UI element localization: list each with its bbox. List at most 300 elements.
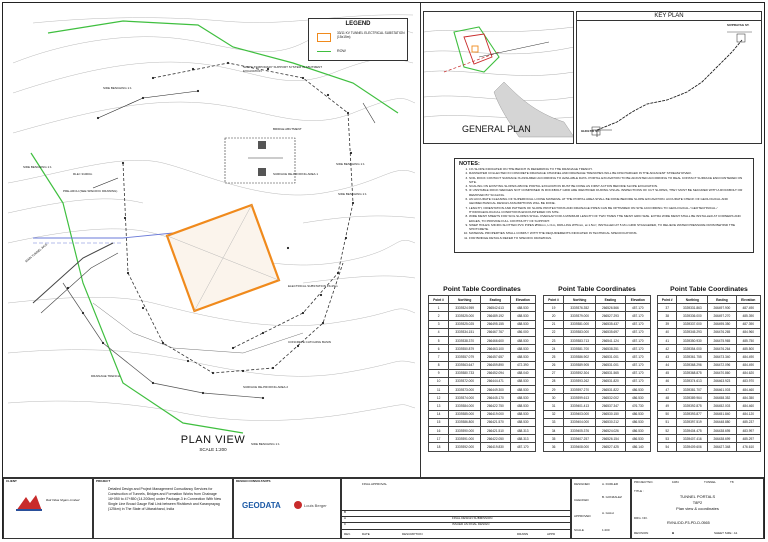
- table-cell: 266457.657: [481, 353, 510, 361]
- table-cell: 4: [429, 328, 449, 336]
- table-cell: 266538.251: [596, 345, 625, 353]
- table-cell: 266495.350: [708, 320, 736, 328]
- table-cell: 266421.510: [481, 427, 510, 435]
- plan-drawing: [3, 3, 421, 477]
- geodata-logo: GEODATA: [242, 501, 281, 510]
- table-header-cell: Northing: [449, 296, 481, 304]
- rev-row-a-rev: A: [344, 516, 347, 520]
- table-cell: 266524.026: [596, 427, 625, 435]
- table-cell: 476.730: [625, 402, 650, 410]
- table-cell: 266445.170: [481, 394, 510, 402]
- plan-view-title: PLAN VIEW: [180, 434, 246, 446]
- table-cell: 488.313: [510, 427, 535, 435]
- table-cell: 3339350.930: [677, 336, 708, 344]
- table-cell: 5: [429, 336, 449, 344]
- key-plan: [576, 11, 762, 144]
- table-cell: 3339408.000: [564, 443, 596, 451]
- table-row: [429, 394, 536, 402]
- rev-header-rev: REV.: [344, 532, 351, 536]
- table-cell: 457.170: [625, 312, 650, 320]
- table-cell: 3339390.000: [449, 427, 481, 435]
- revision-value: B: [672, 531, 675, 535]
- table-row: [429, 320, 536, 328]
- table-cell: 3339334.151: [449, 328, 481, 336]
- table-cell: 3339379.000: [564, 312, 596, 320]
- client-cell: [3, 478, 93, 539]
- table-cell: 1: [429, 304, 449, 312]
- table-cell: 12: [429, 394, 449, 402]
- table-cell: 32: [544, 410, 564, 418]
- table-header-cell: Elevation: [736, 296, 760, 304]
- note-item: 8. WIRE MESH SHEETS FOR SOIL SLOPES SHALL OVERLAP FOR A MINIMUM LENGTH OF TWO TIMES THE MESH GRID SIZE. EXTRA WIRE MESH SHALL BE INSTALLED AT CORNERS AND EDGES, TO PROVIDE FULL CONTINUITY OF SUPPORT.: [469, 214, 749, 223]
- table-cell: 266531.565: [596, 369, 625, 377]
- table-cell: 266497.900: [708, 304, 736, 312]
- title-line-2: T8P2: [692, 500, 703, 505]
- table-cell: 44: [658, 361, 677, 369]
- label-rle: RLE= 31000m: [73, 172, 93, 176]
- table-cell: 23: [544, 336, 564, 344]
- table-header-cell: Northing: [564, 296, 596, 304]
- table-cell: 486.530: [625, 427, 650, 435]
- table-cell: 37: [658, 304, 677, 312]
- table-row: [544, 427, 651, 435]
- table-cell: 266531.820: [596, 377, 625, 385]
- table-cell: 3339354.000: [677, 345, 708, 353]
- label-surface-reproofing-2: SURFACE RE-PROFING AREA 2: [243, 385, 289, 389]
- table-cell: 26: [544, 361, 564, 369]
- table-cell: 486.530: [625, 435, 650, 443]
- table-cell: 457.170: [625, 377, 650, 385]
- table-cell: 30: [544, 394, 564, 402]
- title-block: [3, 477, 764, 538]
- table-cell: 484.490: [736, 353, 760, 361]
- table-row: [658, 435, 761, 443]
- table-row: [544, 410, 651, 418]
- table-cell: 488.040: [510, 369, 535, 377]
- table-row: [429, 304, 536, 312]
- table-cell: 484.620: [736, 369, 760, 377]
- table-row: [658, 328, 761, 336]
- table-cell: 266530.212: [596, 418, 625, 426]
- rev-row-0: [342, 522, 570, 528]
- table-cell: 266530.150: [596, 410, 625, 418]
- label-electrical-substation: ELECTRICAL SUBSTATION 15x15m: [288, 284, 338, 288]
- table-cell: 24: [544, 345, 564, 353]
- table-cell: 266531.822: [596, 386, 625, 394]
- table-row: [544, 320, 651, 328]
- table-row: [429, 353, 536, 361]
- table-header-cell: Point #: [544, 296, 564, 304]
- project-no-label: PROJECTNO.: [634, 480, 654, 484]
- table-cell: 3339383.000: [564, 328, 596, 336]
- table-cell: 52: [658, 427, 677, 435]
- table-cell: 457.170: [625, 304, 650, 312]
- table-cell: 9: [429, 369, 449, 377]
- label-side-benching-1: SIDE BENCHING 1:1: [103, 86, 132, 90]
- table-cell: 488.530: [510, 410, 535, 418]
- table-row: [658, 443, 761, 451]
- table-row: [429, 418, 536, 426]
- table-cell: 266458.352: [708, 394, 736, 402]
- table-cell: 266476.265: [708, 328, 736, 336]
- legend-swatch-row: [317, 51, 331, 52]
- table-cell: 40: [658, 328, 677, 336]
- rev-header-date: DATE: [362, 532, 370, 536]
- note-item: 7. LENGTH, ORIENTATION AND PATTERN OF SLOPE PROTECTIONS AND DRAINAGE PIPES CAN BE OPTIMIZED ON SITE ACCORDING TO GEOLOGICAL / GEOTECHNICAL / HYDROGEOLOGICAL CONDITIONS ENCOUNTERED ON SITE.: [469, 206, 749, 215]
- table-cell: 487.490: [736, 304, 760, 312]
- point-table-3: [657, 285, 761, 452]
- table-row: [429, 345, 536, 353]
- table-cell: 3339368.875: [677, 369, 708, 377]
- table-row: [544, 304, 651, 312]
- table-cell: 266542.613: [481, 304, 510, 312]
- table-cell: 266419.000: [481, 410, 510, 418]
- table-cell: 38: [658, 312, 677, 320]
- table-cell: 3339393.877: [677, 410, 708, 418]
- table-cell: 39: [658, 320, 677, 328]
- louis-berger-logo: Louis Berger: [304, 503, 327, 508]
- table-cell: 457.170: [625, 336, 650, 344]
- key-plan-drawing: [577, 12, 762, 144]
- project-no-value: 1084: [672, 480, 679, 484]
- notes-box: [454, 158, 754, 253]
- table-row: [658, 353, 761, 361]
- table-cell: 266419.830: [481, 443, 510, 451]
- table-row: [429, 312, 536, 320]
- table-cell: 7: [429, 353, 449, 361]
- title-line-1: TUNNEL PORTALS: [679, 494, 716, 499]
- legend-title: LEGEND: [345, 21, 371, 27]
- table-cell: 266466.600: [481, 336, 510, 344]
- project-label: PROJECT: [96, 479, 111, 483]
- table-cell: 3339404.000: [564, 418, 596, 426]
- table-cell: 266449.300: [481, 386, 510, 394]
- table-header-cell: Elevation: [510, 296, 535, 304]
- label-side-benching-3: SIDE BENCHING 1:1: [336, 162, 365, 166]
- table-cell: 457.170: [625, 353, 650, 361]
- legend-box: [308, 18, 408, 61]
- table-cell: 266527.425: [596, 443, 625, 451]
- table-cell: 266537.347: [596, 402, 625, 410]
- table-cell: 25: [544, 353, 564, 361]
- table-cell: 488.530: [510, 394, 535, 402]
- table-header-cell: Easting: [596, 296, 625, 304]
- table-cell: 42: [658, 345, 677, 353]
- table-cell: 3339372.000: [449, 377, 481, 385]
- table-cell: 3339409.606: [677, 443, 708, 451]
- table-cell: 266459.890: [481, 361, 510, 369]
- table-cell: 266535.437: [596, 320, 625, 328]
- legend-label-substation: 33/11 KV TUNNEL ELECTRICAL SUBSTATION (15x15m): [337, 31, 405, 39]
- table-cell: 11: [429, 386, 449, 394]
- table-row: [429, 402, 536, 410]
- note-item: 11. FOR BRIDGE DETAILS REFER TO SPECIFIC DRAWINGS.: [469, 236, 749, 240]
- rev-header-appd: APPD: [547, 532, 556, 536]
- note-item: 2. RAINWATER COLLECTED IN CONCRETE DRAINAGE CHANNEL AND DRAINAGE TRENCHES WILL BE DISCHARGED IN THE ADJACENT STREAM/ RIVER.: [469, 171, 749, 175]
- table-cell: 3339363.647: [449, 361, 481, 369]
- table-cell: 266427.348: [708, 443, 736, 451]
- table-cell: 484.460: [736, 386, 760, 394]
- table-cell: 266495.155: [481, 320, 510, 328]
- table-cell: 3339350.879: [449, 345, 481, 353]
- table-cell: 3339384.000: [449, 402, 481, 410]
- table-row: [429, 377, 536, 385]
- table-cell: 266461.003: [708, 386, 736, 394]
- table-cell: 16: [429, 427, 449, 435]
- general-plan: [423, 11, 574, 144]
- label-pre-arch: PRE-ARCH (SEE SPECIFIC DRAWING): [63, 189, 118, 193]
- table-cell: 488.530: [510, 402, 535, 410]
- table-cell: 484.460: [736, 402, 760, 410]
- table-cell: 3339391.000: [449, 435, 481, 443]
- point-table-3-title: Point Table Coordinates: [670, 286, 748, 293]
- scale-label: SCALE: [574, 528, 584, 532]
- tunnel-value: T8: [730, 480, 734, 484]
- table-cell: 45: [658, 369, 677, 377]
- table-cell: 483.997: [736, 427, 760, 435]
- table-cell: 486.530: [625, 394, 650, 402]
- label-side-benching-2: SIDE BENCHING 1:1: [23, 165, 52, 169]
- table-row: [429, 435, 536, 443]
- table-cell: 266463.923: [708, 377, 736, 385]
- table-row: [429, 369, 536, 377]
- table-row: [658, 304, 761, 312]
- table-cell: 485.750: [736, 336, 760, 344]
- table-row: [544, 361, 651, 369]
- table-row: [544, 312, 651, 320]
- table-cell: 54: [658, 443, 677, 451]
- table-cell: 3339404.475: [677, 427, 708, 435]
- designed-label: DESIGNED: [574, 482, 590, 486]
- table-cell: 3339392.875: [677, 402, 708, 410]
- table-cell: 3339407.257: [564, 435, 596, 443]
- table-cell: 266421.570: [481, 418, 510, 426]
- table-cell: 266526.154: [596, 435, 625, 443]
- table-cell: 34: [544, 427, 564, 435]
- table-cell: 457.170: [625, 345, 650, 353]
- table-cell: 266541.124: [596, 336, 625, 344]
- table-cell: 266531.001: [596, 361, 625, 369]
- general-plan-title: GENERAL PLAN: [462, 124, 531, 134]
- table-row: [544, 328, 651, 336]
- table-cell: 266475.965: [708, 336, 736, 344]
- table-cell: 485.390: [736, 312, 760, 320]
- table-cell: 53: [658, 435, 677, 443]
- table-cell: 3339386.800: [449, 418, 481, 426]
- label-bridge-abutment: BRIDGE ABUTMENT: [273, 127, 302, 131]
- table-cell: 3339345.293: [677, 328, 708, 336]
- table-cell: 33: [544, 418, 564, 426]
- table-cell: 266422.750: [481, 402, 510, 410]
- table-row: [658, 418, 761, 426]
- table-cell: 3339368.296: [677, 361, 708, 369]
- table-cell: 266489.192: [481, 312, 510, 320]
- table-cell: 3339399.613: [564, 394, 596, 402]
- revision-cell: [341, 478, 571, 539]
- checked-by: B. GONZALEZ: [602, 495, 622, 499]
- table-cell: 266531.001: [596, 353, 625, 361]
- table-cell: 484.120: [736, 410, 760, 418]
- table-row: [429, 328, 536, 336]
- table-row: [658, 369, 761, 377]
- label-slope-support: SLOPE TEMPORARY SUPPORT SYSTEM IN ABUTMENT EXCAVATION: [243, 65, 323, 73]
- key-plan-station-2: GHOLTIR ST.: [581, 129, 600, 133]
- table-row: [544, 386, 651, 394]
- table-row: [658, 386, 761, 394]
- table-cell: 266472.096: [708, 361, 736, 369]
- table-cell: 3339403.000: [564, 410, 596, 418]
- label-main-tunnel: MAIN TUNNEL AXIS: [24, 242, 49, 264]
- signoff-cell: [571, 478, 631, 539]
- table-cell: 19: [544, 304, 564, 312]
- drg-no-value: RVNL/DD-P3-PD-D-0565: [667, 521, 710, 525]
- table-header-cell: Elevation: [625, 296, 650, 304]
- table-header-cell: Point #: [658, 296, 677, 304]
- table-cell: 36: [544, 443, 564, 451]
- rev-row-0-rev: 0: [344, 522, 346, 526]
- rev-row-0-desc: ISSUED AS FINAL DESIGN: [452, 522, 490, 526]
- table-cell: 3339397.519: [677, 418, 708, 426]
- table-cell: 484.350: [736, 394, 760, 402]
- table-row: [544, 336, 651, 344]
- table-cell: 3339331.863: [677, 304, 708, 312]
- table-cell: 266438.699: [708, 435, 736, 443]
- drawing-sheet: [2, 2, 765, 539]
- table-cell: 18: [429, 443, 449, 451]
- table-cell: 50: [658, 410, 677, 418]
- title-line-3: Plan view & coordinates: [676, 506, 719, 511]
- table-cell: 486.530: [625, 386, 650, 394]
- table-cell: 43: [658, 353, 677, 361]
- table-cell: 3339389.964: [677, 394, 708, 402]
- table-cell: 3339392.000: [449, 443, 481, 451]
- table-cell: 266451.840: [708, 410, 736, 418]
- table-cell: 17: [429, 435, 449, 443]
- table-cell: 486.000: [510, 328, 535, 336]
- table-cell: 3339337.000: [677, 320, 708, 328]
- table-cell: 21: [544, 320, 564, 328]
- drg-no-label: DRG. NO.: [634, 516, 648, 520]
- rev-row-b-rev: B: [344, 510, 347, 514]
- table-row: [429, 443, 536, 451]
- table-row: [658, 345, 761, 353]
- table-cell: 3339405.376: [564, 427, 596, 435]
- table-cell: 266452.003: [708, 402, 736, 410]
- table-header-cell: Easting: [708, 296, 736, 304]
- table-cell: 488.530: [510, 418, 535, 426]
- client-name: Rail Vikas Nigam Limited: [46, 498, 80, 502]
- table-cell: 3339401.413: [564, 402, 596, 410]
- table-cell: 3339385.000: [449, 410, 481, 418]
- table-cell: 486.140: [625, 443, 650, 451]
- table-cell: 266444.471: [481, 377, 510, 385]
- table-cell: 266527.293: [596, 312, 625, 320]
- table-cell: 266438.695: [708, 427, 736, 435]
- table-row: [544, 377, 651, 385]
- table-cell: 484.960: [736, 328, 760, 336]
- approved-by: A. GALLI: [602, 511, 615, 515]
- table-cell: 10: [429, 377, 449, 385]
- table-row: [544, 402, 651, 410]
- table-cell: 485.297: [736, 435, 760, 443]
- title-label: TITLE :: [634, 489, 644, 493]
- table-cell: 266448.880: [708, 418, 736, 426]
- table-cell: 488.530: [510, 312, 535, 320]
- table-cell: 3339381.707: [677, 386, 708, 394]
- point-table-1: [428, 285, 536, 452]
- table-header-cell: Easting: [481, 296, 510, 304]
- table-cell: 47: [658, 386, 677, 394]
- table-row: [658, 336, 761, 344]
- table-cell: 3339374.613: [677, 377, 708, 385]
- tunnel-label: TUNNEL: [704, 480, 717, 484]
- table-cell: 266526.566: [596, 304, 625, 312]
- table-cell: 3339357.079: [449, 353, 481, 361]
- louis-berger-logo-icon: [294, 501, 302, 509]
- table-cell: 488.530: [510, 304, 535, 312]
- table-cell: 28: [544, 377, 564, 385]
- table-row: [544, 345, 651, 353]
- table-header-cell: Northing: [677, 296, 708, 304]
- table-cell: 3339325.000: [449, 312, 481, 320]
- final-approval-label: FINAL APPROVAL: [362, 482, 388, 486]
- table-cell: 3339336.000: [677, 312, 708, 320]
- revision-label: REVISION: [634, 531, 649, 535]
- table-cell: 35: [544, 435, 564, 443]
- table-cell: 13: [429, 402, 449, 410]
- label-side-benching-4: SIDE BENCHING 1:1: [338, 192, 367, 196]
- consultants-cell: [233, 478, 341, 539]
- table-row: [658, 312, 761, 320]
- point-table-2-title: Point Table Coordinates: [558, 286, 636, 293]
- note-item: 6. AN ACCURATE CLEANING OF SUPERFICIAL LOOSE MATERIAL AT THE PORTAL AREA SHALL BE DONE BEFORE SLOPE EXCAVATION. ACCURATE CHECK OF GEOLOGICAL AND GEOMECHANICAL DESIGN ASSUMPTIONS WILL BE DONE.: [469, 197, 749, 206]
- table-cell: 3339380.733: [449, 369, 481, 377]
- table-cell: 6: [429, 345, 449, 353]
- table-cell: 3339338.370: [449, 336, 481, 344]
- table-row: [429, 386, 536, 394]
- scale-value: 1:200: [602, 528, 610, 532]
- table-cell: 48: [658, 394, 677, 402]
- table-cell: 266497.270: [708, 312, 736, 320]
- rev-row-a-desc: FINAL DESIGN SUBMISSION: [452, 516, 493, 520]
- table-cell: 3339397.270: [564, 386, 596, 394]
- table-cell: 3339373.000: [449, 386, 481, 394]
- table-cell: 15: [429, 418, 449, 426]
- table-cell: 266473.340: [708, 353, 736, 361]
- table-cell: 488.530: [510, 353, 535, 361]
- table-cell: 41: [658, 336, 677, 344]
- table-row: [544, 418, 651, 426]
- table-cell: 3339381.700: [564, 345, 596, 353]
- key-plan-title: KEY PLAN: [577, 12, 761, 21]
- table-cell: 27: [544, 369, 564, 377]
- notes-title: NOTES:: [459, 161, 480, 167]
- table-row: [658, 361, 761, 369]
- point-table-2-grid: [543, 295, 651, 452]
- table-cell: 3: [429, 320, 449, 328]
- notes-list: [459, 167, 749, 240]
- table-cell: 266422.050: [481, 435, 510, 443]
- table-row: [658, 377, 761, 385]
- table-cell: 488.530: [510, 336, 535, 344]
- table-cell: 487.170: [510, 443, 535, 451]
- table-cell: 472.390: [510, 361, 535, 369]
- table-row: [658, 410, 761, 418]
- point-table-1-title: Point Table Coordinates: [443, 286, 521, 293]
- label-surface-reproofing-1: SURFACE RE-PROFING AREA 1: [273, 172, 319, 176]
- table-row: [544, 394, 651, 402]
- table-row: [658, 394, 761, 402]
